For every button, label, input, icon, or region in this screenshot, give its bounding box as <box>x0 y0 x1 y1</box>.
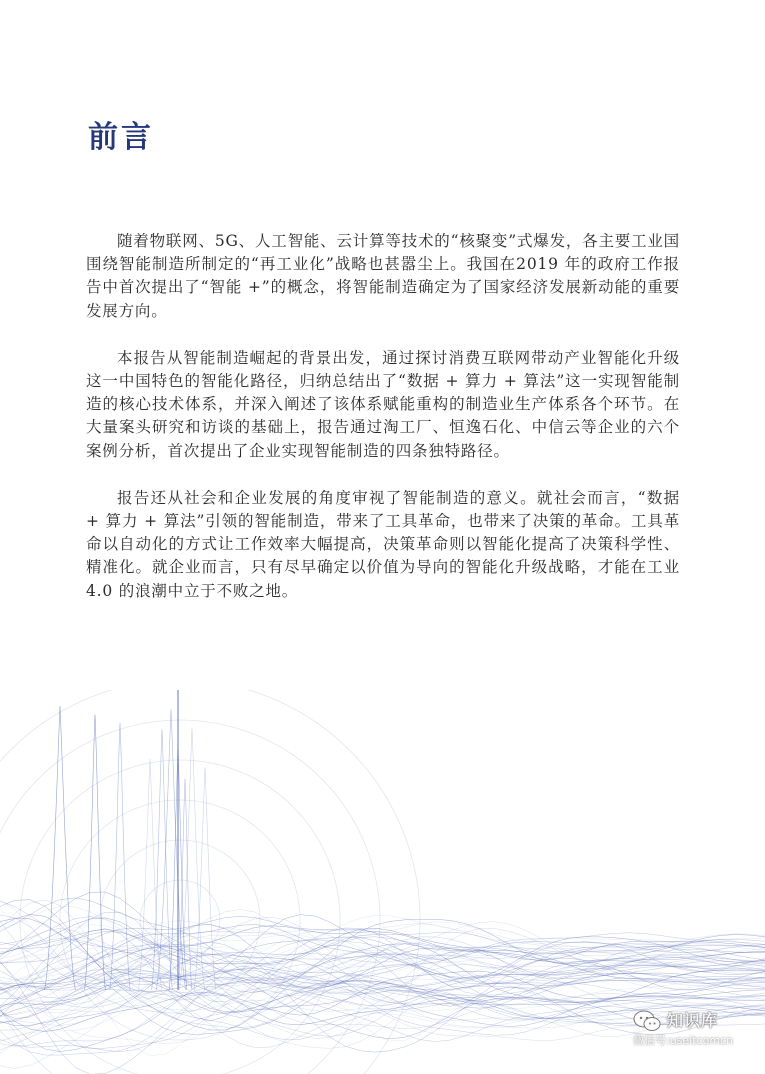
paragraph-3: 报告还从社会和企业发展的角度审视了智能制造的意义。就社会而言，“数据 + 算力 + 算法”引领的智能制造，带来了工具革命，也带来了决策的革命。工具革命以自动化的方式让工作效率大幅提高，决策革命则以智能化提高了决策科学性、精准化。就企业而言，只有尽早确定以价值为导向的智能化升级战略，才能在工业 4.0 的浪潮中立于不败之地。 <box>86 488 680 600</box>
paragraph-1: 随着物联网、5G、人工智能、云计算等技术的“核聚变”式爆发，各主要工业国围绕智能制造所制定的“再工业化”战略也甚嚣尘上。我国在2019 年的政府工作报告中首次提出了“智能 +”的概念，将智能制造确定为了国家经济发展新动能的重要发展方向。 <box>86 232 680 320</box>
paragraph-2: 本报告从智能制造崛起的背景出发，通过探讨消费互联网带动产业智能化升级这一中国特色的智能化路径，归纳总结出了“数据 + 算力 + 算法”这一实现智能制造的核心技术体系，并深入阐述了该体系赋能重构的制造业生产体系各个环节。在大量案头研究和访谈的基础上，报告通过淘工厂、恒逸石化、中信云等企业的六个案例分析，首次提出了企业实现智能制造的四条独特路径。 <box>86 348 680 460</box>
wechat-icon <box>633 1010 661 1032</box>
decorative-wave-line <box>0 915 765 1013</box>
watermark-subtitle: 微信号:useitcomcn <box>633 1034 734 1047</box>
watermark-brand: 知识库 <box>667 1011 719 1030</box>
body-text <box>86 230 680 627</box>
decorative-wave-line <box>0 918 765 964</box>
wechat-watermark <box>633 1008 753 1052</box>
decorative-spike <box>45 706 76 990</box>
page-title: 前言 <box>88 120 154 155</box>
decorative-wave-line <box>0 968 765 1005</box>
